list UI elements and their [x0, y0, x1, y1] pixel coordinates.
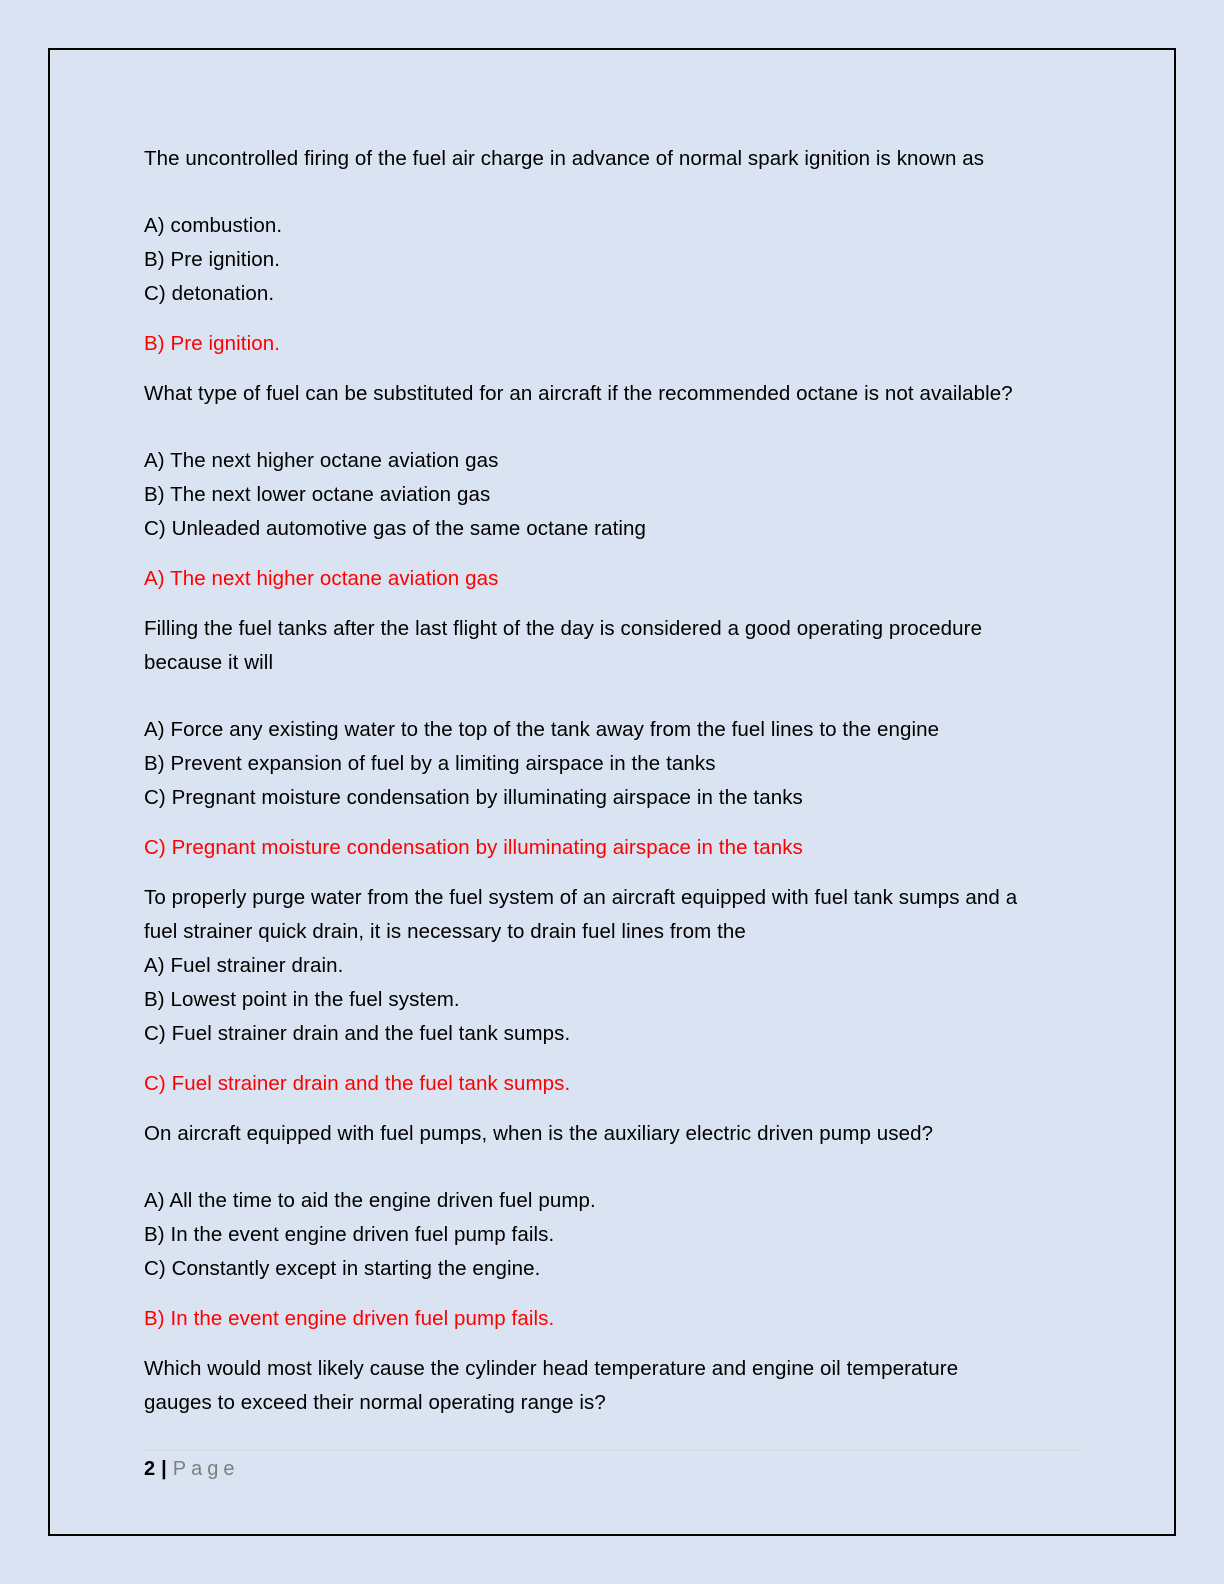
spacer: [144, 1290, 1084, 1306]
spacer: [144, 1055, 1084, 1071]
question-text: Filling the fuel tanks after the last flight of the day is considered a good operating procedure: [144, 617, 983, 640]
answer-option: C) Pregnant moisture condensation by illuminating airspace in the tanks: [144, 786, 803, 809]
answer-option: A) Force any existing water to the top of the tank away from the fuel lines to the engine: [144, 718, 940, 741]
answer-option: B) Pre ignition.: [144, 248, 281, 271]
question-block: [144, 885, 1084, 1121]
spacer: [144, 1340, 1084, 1356]
footer-separator: |: [161, 1458, 167, 1480]
spacer: [144, 315, 1084, 331]
page-label: Page: [172, 1458, 240, 1480]
spacer: [144, 684, 1084, 717]
question-text: On aircraft equipped with fuel pumps, when is the auxiliary electric driven pump used?: [144, 1122, 934, 1145]
correct-answer: B) In the event engine driven fuel pump fails.: [144, 1307, 555, 1330]
question-text: because it will: [144, 651, 274, 674]
answer-option: A) Fuel strainer drain.: [144, 954, 344, 977]
page-footer: [144, 1456, 239, 1482]
question-block: [144, 1121, 1084, 1356]
spacer: [144, 415, 1084, 448]
answer-option: A) combustion.: [144, 214, 283, 237]
spacer: [144, 600, 1084, 616]
question-text: fuel strainer quick drain, it is necessary to drain fuel lines from the: [144, 920, 746, 943]
spacer: [144, 550, 1084, 566]
answer-option: B) In the event engine driven fuel pump fails.: [144, 1223, 555, 1246]
document-content: [144, 146, 1084, 1424]
question-block: [144, 381, 1084, 616]
question-text: The uncontrolled firing of the fuel air charge in advance of normal spark ignition is known as: [144, 147, 985, 170]
spacer: [144, 1155, 1084, 1188]
answer-option: B) Prevent expansion of fuel by a limiting airspace in the tanks: [144, 752, 716, 775]
answer-option: A) All the time to aid the engine driven fuel pump.: [144, 1189, 596, 1212]
answer-option: A) The next higher octane aviation gas: [144, 449, 499, 472]
question-block: [144, 616, 1084, 885]
correct-answer: A) The next higher octane aviation gas: [144, 567, 499, 590]
answer-option: C) Unleaded automotive gas of the same octane rating: [144, 517, 647, 540]
spacer: [144, 819, 1084, 835]
question-block: [144, 146, 1084, 381]
question-text: To properly purge water from the fuel system of an aircraft equipped with fuel tank sumps and a: [144, 886, 1018, 909]
spacer: [144, 869, 1084, 885]
question-text: Which would most likely cause the cylinder head temperature and engine oil temperature: [144, 1357, 959, 1380]
answer-option: C) detonation.: [144, 282, 275, 305]
question-text: What type of fuel can be substituted for an aircraft if the recommended octane is not available?: [144, 382, 1013, 405]
spacer: [144, 180, 1084, 213]
spacer: [144, 1105, 1084, 1121]
page-number: 2: [144, 1458, 156, 1480]
answer-option: C) Constantly except in starting the engine.: [144, 1257, 541, 1280]
correct-answer: B) Pre ignition.: [144, 332, 281, 355]
correct-answer: C) Pregnant moisture condensation by illuminating airspace in the tanks: [144, 836, 803, 859]
answer-option: B) The next lower octane aviation gas: [144, 483, 491, 506]
question-text: gauges to exceed their normal operating range is?: [144, 1391, 606, 1414]
answer-option: C) Fuel strainer drain and the fuel tank sumps.: [144, 1022, 571, 1045]
spacer: [144, 365, 1084, 381]
answer-option: B) Lowest point in the fuel system.: [144, 988, 460, 1011]
footer-rule: [144, 1450, 1084, 1451]
question-block: [144, 1356, 1084, 1424]
correct-answer: C) Fuel strainer drain and the fuel tank sumps.: [144, 1072, 571, 1095]
